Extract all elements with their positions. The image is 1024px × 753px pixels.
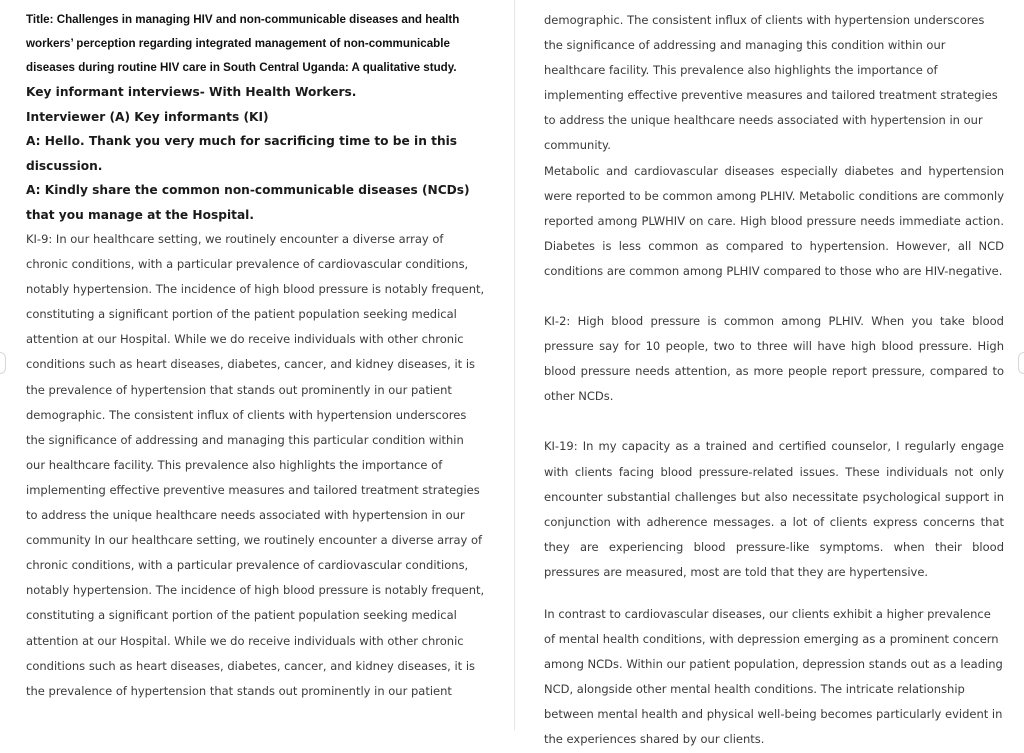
interviewer-question-2: A: Kindly share the common non-communicable diseases (NCDs) that you manage at the Hospital. bbox=[26, 183, 470, 222]
ki9-response-continuation: demographic. The consistent influx of clients with hypertension underscores the significance of addressing and managing this condition within our healthcare facility. This prevalence also highlights the importance of implementing effective preventive measures and tailored treatment strategies to address the unique healthcare needs associated with hypertension in our community. bbox=[544, 13, 998, 153]
page-edge-handle-left bbox=[0, 352, 6, 374]
left-column bbox=[26, 8, 486, 704]
heading-interviewer-roles: Interviewer (A) Key informants (KI) bbox=[26, 109, 269, 124]
column-divider bbox=[514, 0, 515, 730]
mental-health-paragraph: In contrast to cardiovascular diseases, our clients exhibit a higher prevalence of mental health conditions, with depression emerging as a prominent concern among NCDs. Within our patient population, depression stands out as a leading NCD, alongside other mental health conditions. The intricate relationship between mental health and physical well-being becomes particularly evident in the experiences shared by our clients. bbox=[544, 606, 1003, 747]
paragraph-spacer bbox=[544, 284, 1004, 309]
ki19-response: KI-19: In my capacity as a trained and certified counselor, I regularly engage with clients facing blood pressure-related issues. These individuals not only encounter substantial challenges but also necessitate psychological support in conjunction with adherence messages. a lot of clients express concerns that they are experiencing blood pressure-like symptoms. when their blood pressures are measured, most are told that they are hypertensive. bbox=[544, 439, 1004, 579]
ki2-response: KI-2: High blood pressure is common among PLHIV. When you take blood pressure say for 10 people, two to three will have high blood pressure. High blood pressure needs attention, as more people report pressure, compared to other NCDs. bbox=[544, 314, 1004, 404]
paragraph-spacer bbox=[544, 585, 1004, 602]
interviewer-question-1: A: Hello. Thank you very much for sacrificing time to be in this discussion. bbox=[26, 134, 458, 173]
heading-key-informant-interviews: Key informant interviews- With Health Workers. bbox=[26, 85, 357, 99]
metabolic-paragraph: Metabolic and cardiovascular diseases especially diabetes and hypertension were reported to be common among PLHIV. Metabolic conditions are commonly reported among PLWHIV on care. High blood pressure needs immediate action. Diabetes is less common as compared to hypertension. However, all NCD conditions are common among PLHIV compared to those who are HIV-negative. bbox=[544, 163, 1004, 278]
document-title: Title: Challenges in managing HIV and non-communicable diseases and health workers’ perception regarding integrated management of non-communicable diseases during routine HIV care in South Central Uganda: A qualitative study. bbox=[26, 13, 460, 74]
ki9-response: KI-9: In our healthcare setting, we routinely encounter a diverse array of chronic conditions, with a particular prevalence of cardiovascular conditions, notably hypertension. The incidence of high blood pressure is notably frequent, constituting a significant portion of the patient population seeking medical attention at our Hospital. While we do receive individuals with other chronic conditions such as heart diseases, diabetes, cancer, and kidney diseases, it is the prevalence of hypertension that stands out prominently in our patient demographic. The consistent influx of clients with hypertension underscores the significance of addressing and managing this particular condition within our healthcare facility. This prevalence also highlights the importance of implementing effective preventive measures and tailored treatment strategies to address the unique healthcare needs associated with hypertension in our community In our healthcare setting, we routinely encounter a diverse array of chronic conditions, with a particular prevalence of cardiovascular conditions, notably hypertension. The incidence of high blood pressure is notably frequent, constituting a significant portion of the patient population seeking medical attention at our Hospital. While we do receive individuals with other chronic conditions such as heart diseases, diabetes, cancer, and kidney diseases, it is the prevalence of hypertension that stands out prominently in our patient bbox=[26, 232, 485, 698]
page-edge-handle-right bbox=[1018, 352, 1024, 374]
right-column bbox=[544, 8, 1004, 753]
paragraph-spacer bbox=[544, 409, 1004, 434]
